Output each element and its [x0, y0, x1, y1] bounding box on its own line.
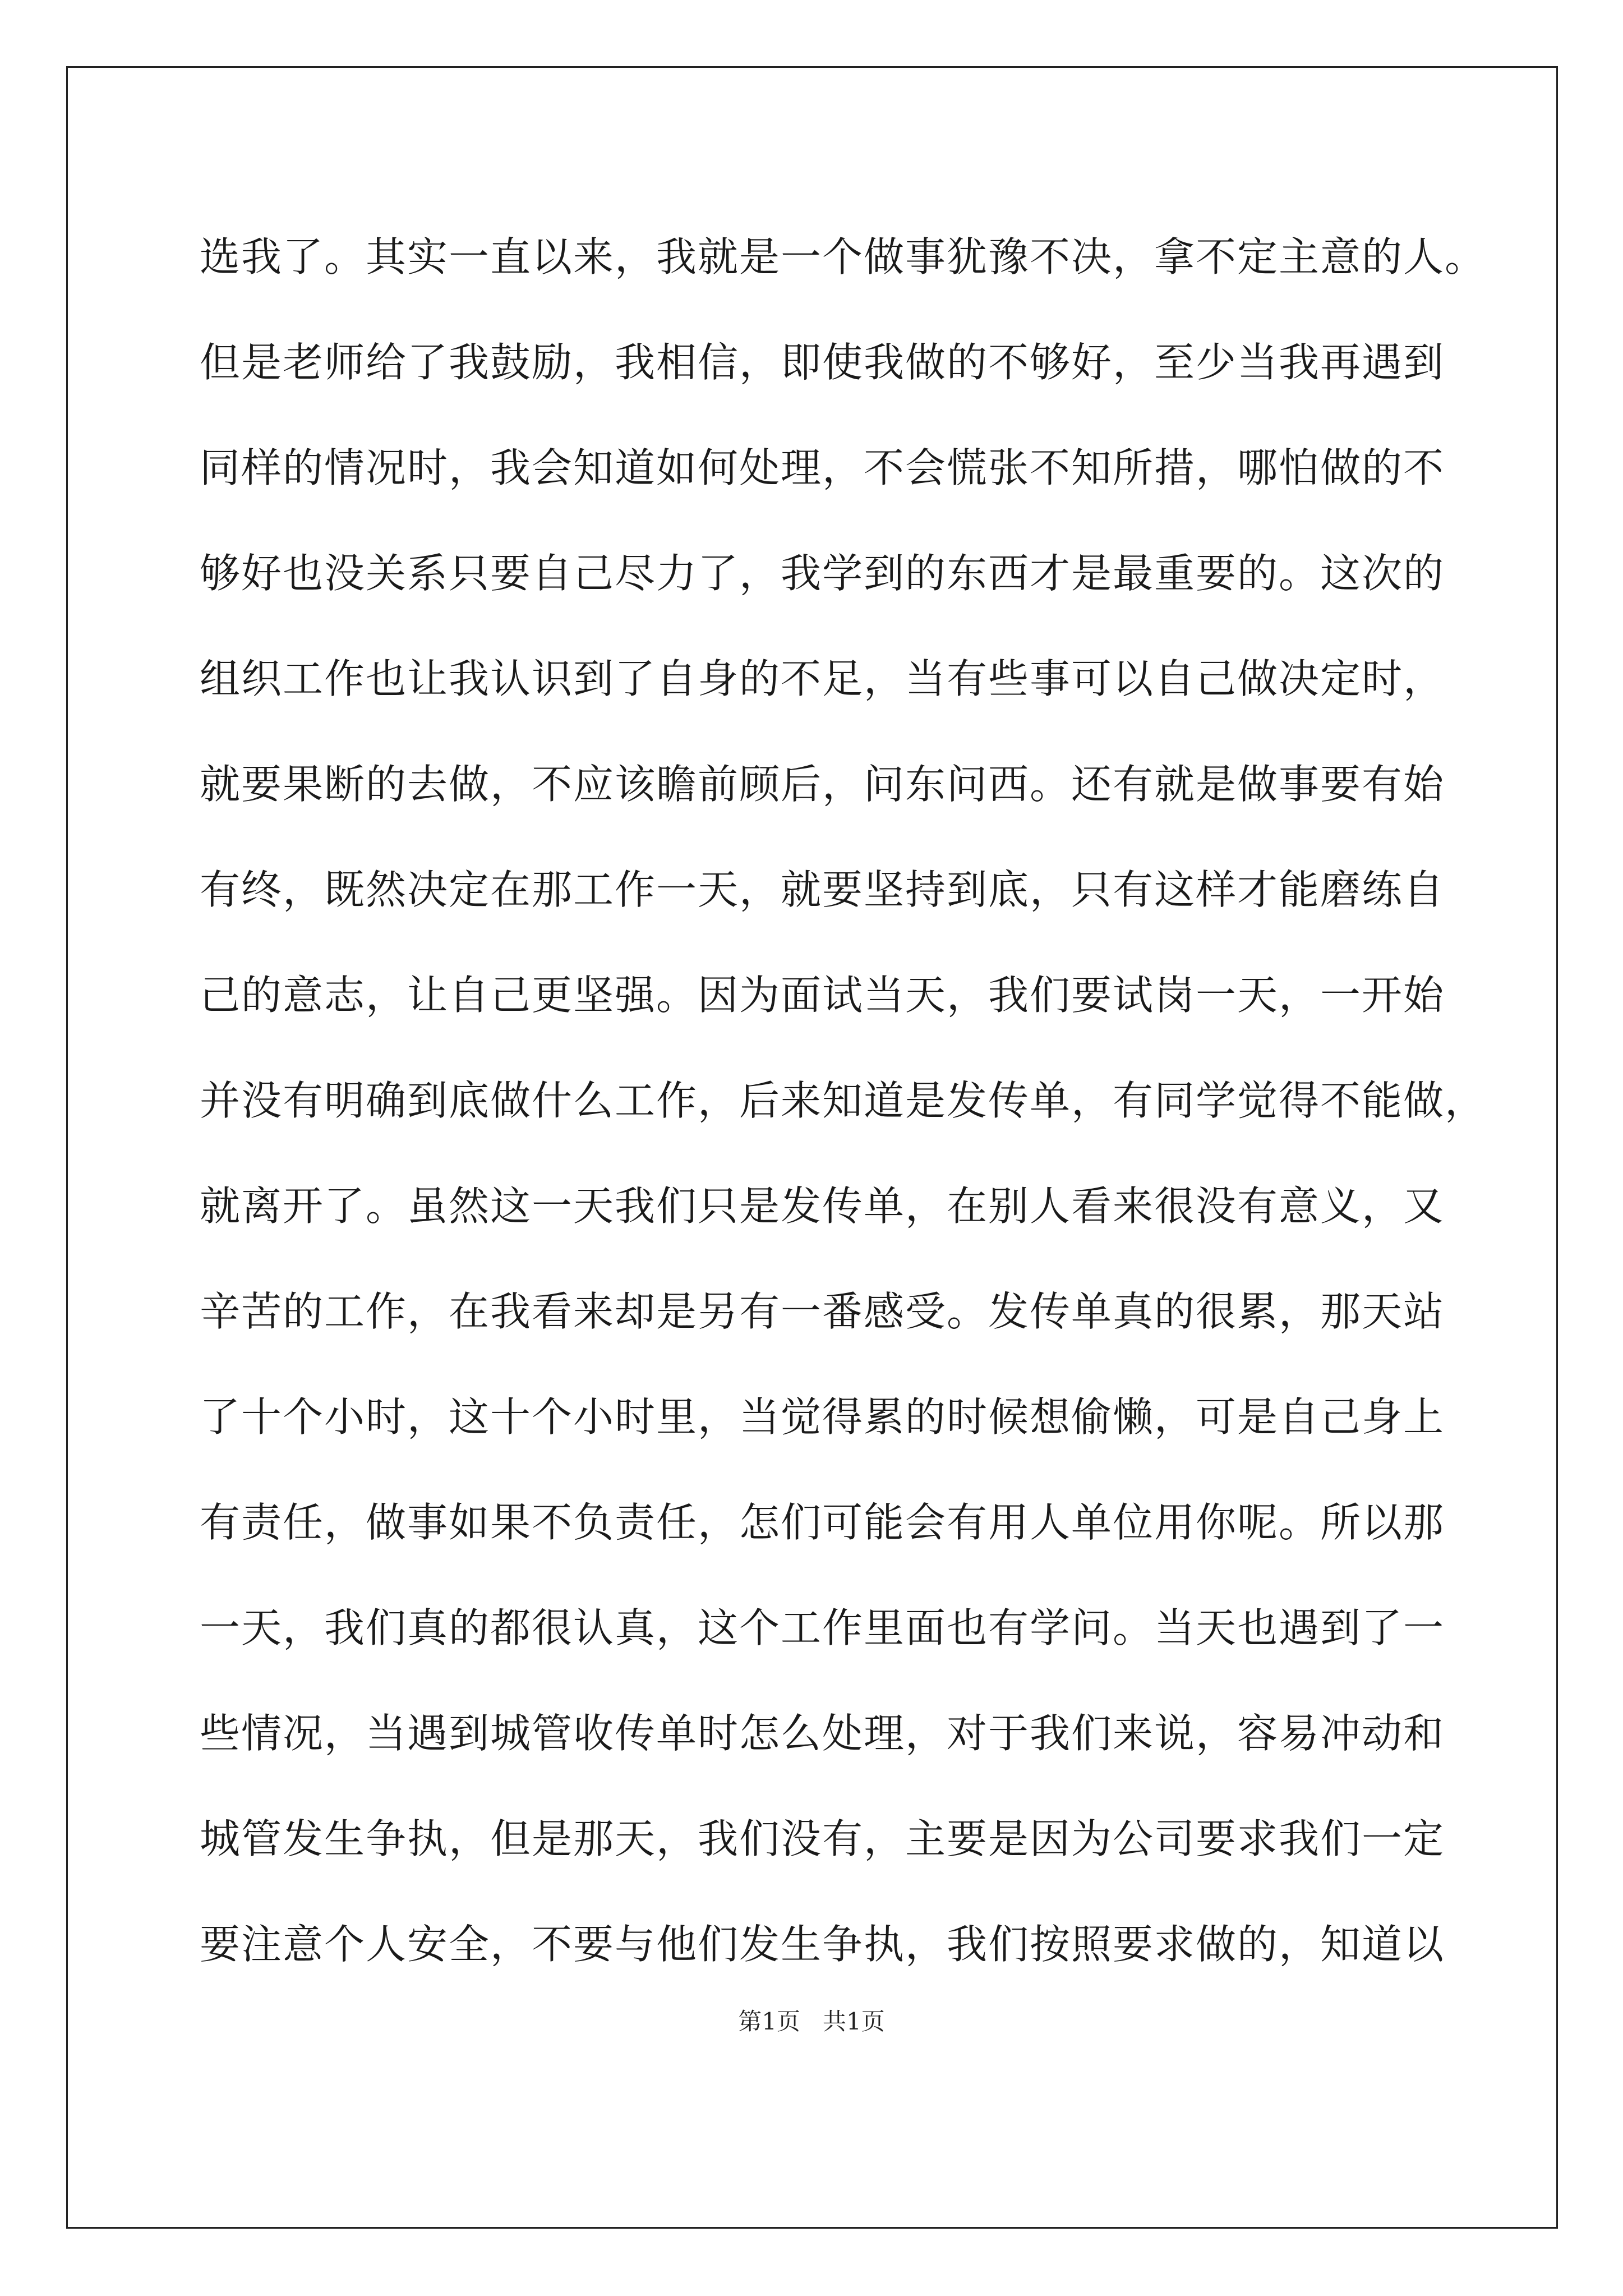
text-line-4: 够好也没关系只要自己尽力了，我学到的东西才是最重要的。这次的 [200, 550, 1445, 597]
text-line-17: 要注意个人安全，不要与他们发生争执，我们按照要求做的，知道以 [200, 1921, 1445, 1968]
text-line-2: 但是老师给了我鼓励，我相信，即使我做的不够好，至少当我再遇到 [200, 339, 1445, 386]
text-line-11: 辛苦的工作，在我看来却是另有一番感受。发传单真的很累，那天站 [200, 1288, 1445, 1335]
text-line-1: 选我了。其实一直以来，我就是一个做事犹豫不决，拿不定主意的人。 [200, 233, 1487, 280]
text-line-7: 有终，既然决定在那工作一天，就要坚持到底，只有这样才能磨练自 [200, 866, 1445, 913]
text-line-16: 城管发生争执，但是那天，我们没有，主要是因为公司要求我们一定 [200, 1815, 1445, 1862]
text-line-9: 并没有明确到底做什么工作，后来知道是发传单，有同学觉得不能做， [200, 1077, 1487, 1124]
text-line-3: 同样的情况时，我会知道如何处理，不会慌张不知所措，哪怕做的不 [200, 444, 1445, 491]
text-line-15: 些情况，当遇到城管收传单时怎么处理，对于我们来说，容易冲动和 [200, 1710, 1445, 1757]
text-line-12: 了十个小时，这十个小时里，当觉得累的时候想偷懒，可是自己身上 [200, 1393, 1445, 1441]
page-number-footer: 第1页 共1页 [738, 2008, 885, 2035]
text-line-13: 有责任，做事如果不负责任，怎们可能会有用人单位用你呢。所以那 [200, 1499, 1445, 1546]
text-line-6: 就要果断的去做，不应该瞻前顾后，问东问西。还有就是做事要有始 [200, 761, 1445, 808]
text-line-8: 己的意志，让自己更坚强。因为面试当天，我们要试岗一天，一开始 [200, 972, 1445, 1019]
document-body [200, 204, 1487, 1997]
text-line-14: 一天，我们真的都很认真，这个工作里面也有学问。当天也遇到了一 [200, 1604, 1445, 1651]
text-line-10: 就离开了。虽然这一天我们只是发传单，在别人看来很没有意义，又 [200, 1182, 1445, 1230]
text-line-5: 组织工作也让我认识到了自身的不足，当有些事可以自己做决定时， [200, 655, 1445, 702]
